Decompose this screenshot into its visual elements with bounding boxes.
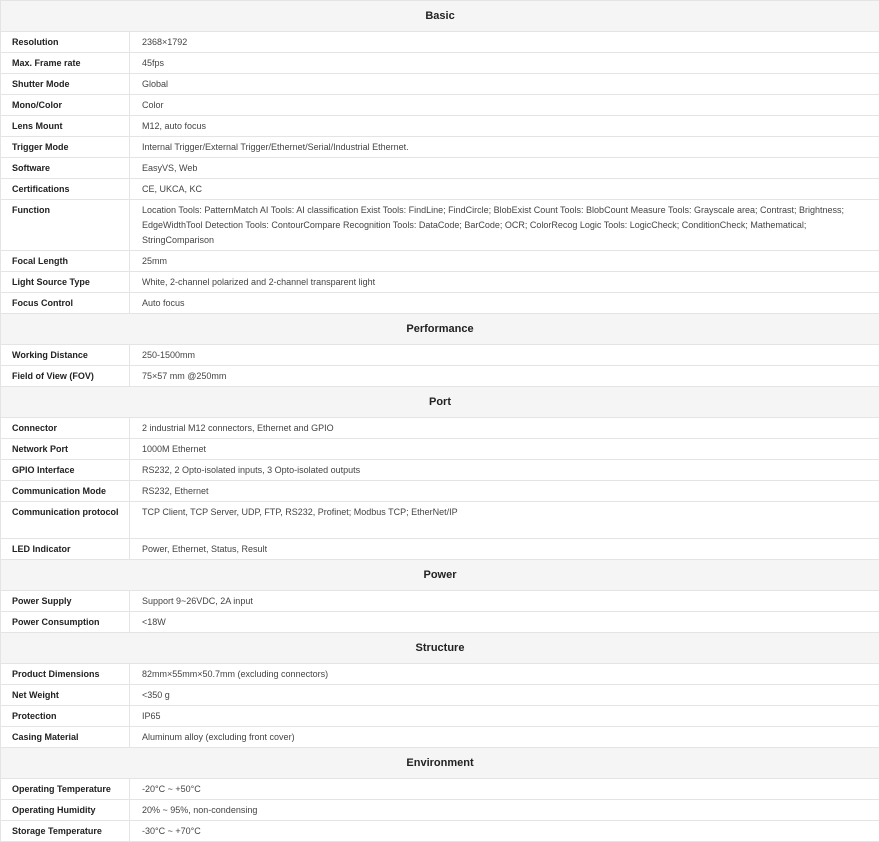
spec-row [1,821,879,842]
spec-value: White, 2-channel polarized and 2-channel transparent light [130,272,879,293]
spec-row [1,706,879,727]
section-title: Performance [1,314,879,345]
spec-row [1,74,879,95]
spec-row [1,293,879,314]
spec-value: -30°C ~ +70°C [130,821,879,842]
spec-value: 1000M Ethernet [130,439,879,460]
spec-label: Communication protocol [1,502,130,539]
spec-label: Casing Material [1,727,130,748]
spec-row [1,727,879,748]
spec-label: Field of View (FOV) [1,366,130,387]
spec-row [1,200,879,251]
section-title: Port [1,387,879,418]
spec-value: Internal Trigger/External Trigger/Ethernet/Serial/Industrial Ethernet. [130,137,879,158]
section-header-power [1,560,879,591]
spec-label: Light Source Type [1,272,130,293]
spec-label: Protection [1,706,130,727]
spec-row [1,685,879,706]
spec-value: Auto focus [130,293,879,314]
spec-row [1,366,879,387]
spec-label: Lens Mount [1,116,130,137]
spec-label: Max. Frame rate [1,53,130,74]
spec-value: 75×57 mm @250mm [130,366,879,387]
spec-label: Trigger Mode [1,137,130,158]
section-header-basic [1,1,879,32]
spec-value: IP65 [130,706,879,727]
spec-row [1,32,879,53]
spec-label: Communication Mode [1,481,130,502]
spec-row [1,53,879,74]
section-header-performance [1,314,879,345]
spec-value: TCP Client, TCP Server, UDP, FTP, RS232, Profinet; Modbus TCP; EtherNet/IP [130,502,879,539]
spec-label: GPIO Interface [1,460,130,481]
spec-value: Color [130,95,879,116]
spec-label: Storage Temperature [1,821,130,842]
spec-row [1,95,879,116]
spec-value: RS232, 2 Opto-isolated inputs, 3 Opto-isolated outputs [130,460,879,481]
spec-row [1,591,879,612]
section-header-structure [1,633,879,664]
spec-value: 45fps [130,53,879,74]
spec-value: 2368×1792 [130,32,879,53]
spec-row [1,612,879,633]
spec-label: LED Indicator [1,539,130,560]
section-title: Basic [1,1,879,32]
spec-row [1,502,879,539]
spec-row [1,460,879,481]
spec-label: Working Distance [1,345,130,366]
spec-value: 82mm×55mm×50.7mm (excluding connectors) [130,664,879,685]
spec-value: M12, auto focus [130,116,879,137]
section-title: Structure [1,633,879,664]
spec-value: RS232, Ethernet [130,481,879,502]
spec-label: Certifications [1,179,130,200]
spec-row [1,116,879,137]
spec-value: <350 g [130,685,879,706]
spec-row [1,439,879,460]
spec-value: -20°C ~ +50°C [130,779,879,800]
spec-row [1,664,879,685]
spec-value: Power, Ethernet, Status, Result [130,539,879,560]
spec-value: Aluminum alloy (excluding front cover) [130,727,879,748]
spec-label: Operating Humidity [1,800,130,821]
spec-row [1,539,879,560]
spec-row [1,418,879,439]
section-title: Power [1,560,879,591]
section-header-port [1,387,879,418]
spec-label: Connector [1,418,130,439]
spec-label: Operating Temperature [1,779,130,800]
spec-value: 25mm [130,251,879,272]
spec-row [1,345,879,366]
spec-label: Function [1,200,130,251]
spec-label: Resolution [1,32,130,53]
spec-label: Product Dimensions [1,664,130,685]
spec-row [1,272,879,293]
spec-row [1,251,879,272]
spec-label: Net Weight [1,685,130,706]
spec-label: Power Consumption [1,612,130,633]
spec-row [1,481,879,502]
spec-row [1,179,879,200]
section-header-environment [1,748,879,779]
spec-value: CE, UKCA, KC [130,179,879,200]
spec-value: <18W [130,612,879,633]
spec-value: Support 9~26VDC, 2A input [130,591,879,612]
spec-value: 2 industrial M12 connectors, Ethernet and GPIO [130,418,879,439]
spec-value: Location Tools: PatternMatch AI Tools: AI classification Exist Tools: FindLine; FindCircle; BlobExist Count Tools: BlobCount Measure Tools: Grayscale area; Contrast; Brightness; EdgeWidthTool Detection Tools: ContourCompare Recognition Tools: DataCode; BarCode; OCR; ColorRecog Logic Tools: LogicCheck; ConditionCheck; Mathematical; StringComparison [130,200,879,251]
spec-row [1,137,879,158]
spec-row [1,158,879,179]
spec-label: Power Supply [1,591,130,612]
spec-label: Software [1,158,130,179]
spec-value: EasyVS, Web [130,158,879,179]
spec-row [1,800,879,821]
spec-value: Global [130,74,879,95]
spec-row [1,779,879,800]
spec-value: 20% ~ 95%, non-condensing [130,800,879,821]
section-title: Environment [1,748,879,779]
spec-label: Focus Control [1,293,130,314]
spec-label: Shutter Mode [1,74,130,95]
spec-label: Focal Length [1,251,130,272]
spec-label: Mono/Color [1,95,130,116]
spec-value: 250-1500mm [130,345,879,366]
spec-label: Network Port [1,439,130,460]
